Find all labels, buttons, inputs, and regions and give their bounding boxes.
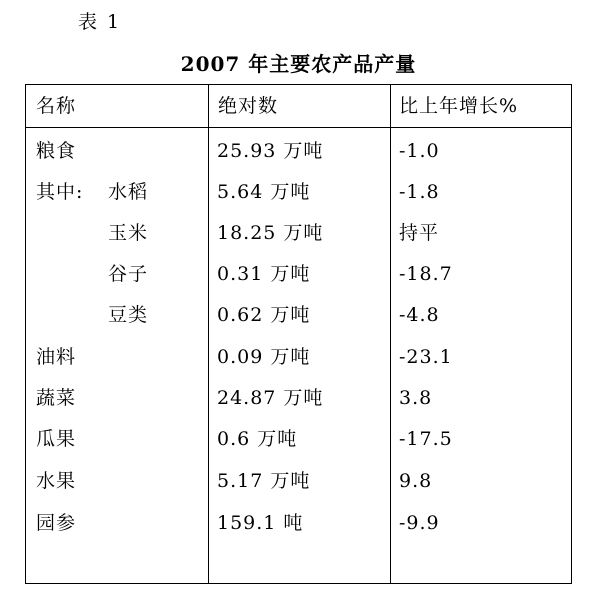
row-value: 0.31 万吨 [217,263,311,285]
row-value: 18.25 万吨 [217,222,324,244]
column-divider [208,85,209,583]
row-change: 持平 [399,222,440,244]
row-change: 9.8 [399,470,433,492]
row-change: -18.7 [399,263,453,285]
row-value: 0.62 万吨 [217,304,311,326]
table-title: 2007 年主要农产品产量 [180,52,417,76]
row-name: 园参 [36,512,77,534]
row-name: 豆类 [108,304,149,326]
column-divider [390,85,391,583]
row-prefix: 其中: [36,181,84,203]
row-value: 25.93 万吨 [217,140,324,162]
row-value: 159.1 吨 [217,512,304,534]
row-name: 瓜果 [36,428,77,450]
row-name: 粮食 [36,140,77,162]
row-name: 水果 [36,470,77,492]
row-value: 5.17 万吨 [217,470,311,492]
row-name: 水稻 [108,181,149,203]
row-change: -17.5 [399,428,453,450]
row-value: 0.6 万吨 [217,428,298,450]
row-change: -9.9 [399,512,440,534]
header-divider [26,127,571,128]
row-name: 蔬菜 [36,387,77,409]
row-change: -23.1 [399,346,453,368]
row-name: 玉米 [108,222,149,244]
row-change: -1.8 [399,181,440,203]
production-table [25,84,572,584]
row-value: 5.64 万吨 [217,181,311,203]
row-change: -4.8 [399,304,440,326]
row-value: 24.87 万吨 [217,387,324,409]
row-change: -1.0 [399,140,440,162]
header-change: 比上年增长% [399,95,519,117]
header-name: 名称 [36,95,77,117]
row-change: 3.8 [399,387,433,409]
row-name: 谷子 [108,263,149,285]
row-name: 油料 [36,346,77,368]
header-absolute: 绝对数 [218,95,279,117]
row-value: 0.09 万吨 [217,346,311,368]
table-caption: 表 1 [78,11,122,33]
